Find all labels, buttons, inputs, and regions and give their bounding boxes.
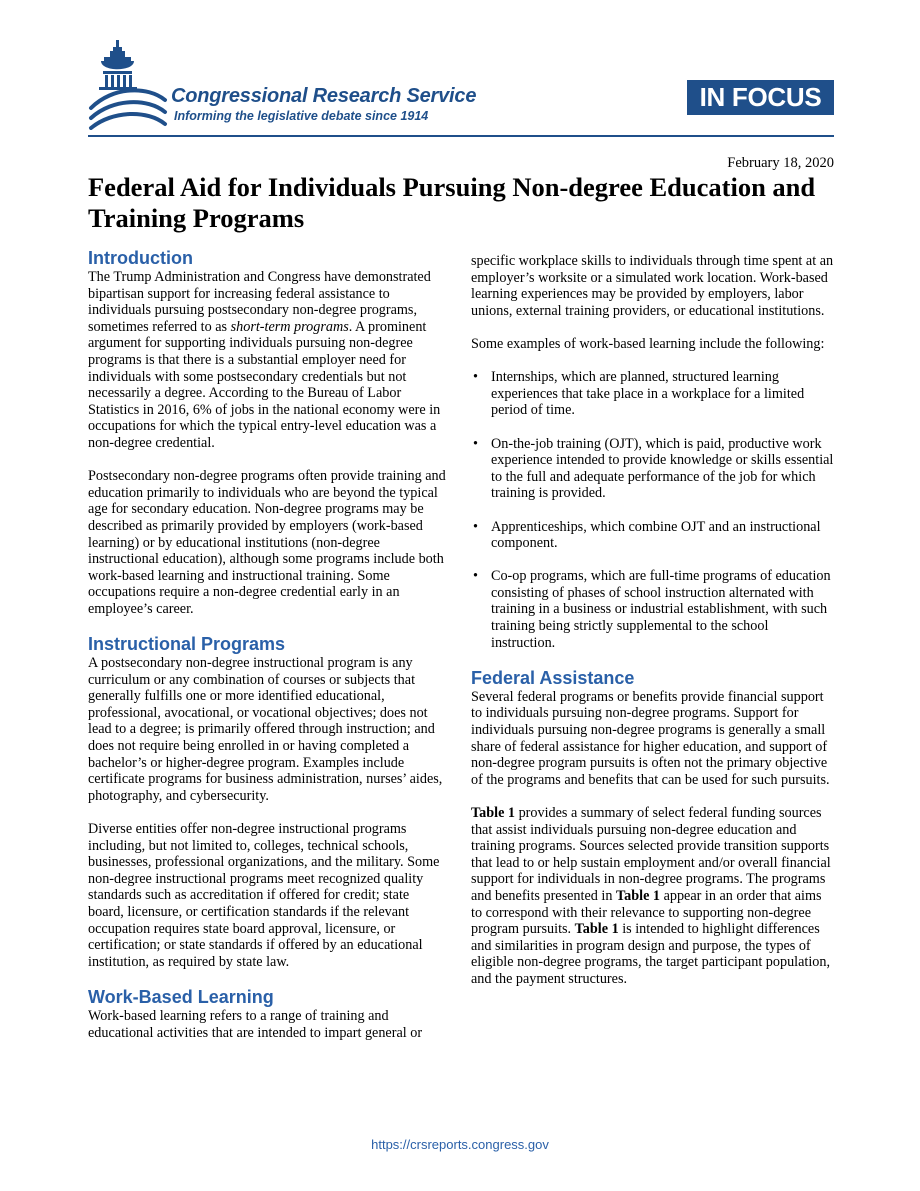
instructional-paragraph-2: Diverse entities offer non-degree instructional programs including, but not limited to, colleges, technical schools, businesses, professional organizations, and the military. Some non-degree instructional programs meet recognized quality standards such as accreditation if offered for credit; state board, licensure, or certification standards if the relevant occupation requires state board approval, licensure, or certification; or state standards if offered by an educational institution, as required by state law. bbox=[88, 821, 440, 970]
footer-url[interactable]: https://crsreports.congress.gov bbox=[371, 1137, 549, 1152]
right-column bbox=[471, 253, 836, 1004]
work-based-paragraph-2: Some examples of work-based learning include the following: bbox=[471, 335, 825, 352]
in-focus-badge: IN FOCUS bbox=[687, 80, 834, 115]
table-1-ref: Table 1 bbox=[615, 887, 661, 904]
work-based-examples-list bbox=[471, 369, 836, 651]
table-1-ref: Table 1 bbox=[574, 921, 619, 938]
list-item: • Apprenticeships, which combine OJT and an instructional component. bbox=[471, 519, 836, 552]
intro-paragraph-1: The Trump Administration and Congress have demonstrated bipartisan support for increasing federal assistance to individuals pursuing postsecondary non-degree programs, sometimes referred to as short-term programs. A prominent argument for supporting individuals pursuing non-degree programs is that there is a substantial employer need for individuals with some postsecondary credentials but not necessarily a degree. According to the Bureau of Labor Statistics in 2016, 6% of jobs in the national economy were in occupations for which the typical entry-level education was a non-degree credential. bbox=[88, 269, 441, 451]
work-based-paragraph-1-start: Work-based learning refers to a range of training and educational activities that are intended to impart general or bbox=[88, 1007, 423, 1041]
list-item: • Internships, which are planned, structured learning experiences that take place in a workplace for a limited period of time. bbox=[471, 369, 836, 419]
heading-federal-assistance: Federal Assistance bbox=[471, 667, 635, 688]
table-1-ref: Table 1 bbox=[471, 805, 516, 821]
publication-date: February 18, 2020 bbox=[727, 155, 834, 171]
instructional-paragraph-1: A postsecondary non-degree instructional program is any curriculum or any combination of courses or subjects that generally fulfills one or more identified educational, professional, avocational, or vocational objectives; does not lead to a degree; is primarily offered through instruction; and does not require being enrolled in or having completed a bachelor’s or higher-degree program. Examples include certificate programs for business administration, nurses’ aides, photography, and cybersecurity. bbox=[88, 655, 443, 804]
list-item: • Co-op programs, which are full-time programs of education consisting of phases of school instruction alternated with training in a business or industrial establishment, with such training being strictly supplemental to the school instruction. bbox=[471, 568, 836, 651]
work-based-paragraph-1-continued: specific workplace skills to individuals through time spent at an employer’s worksite or a simulated work location. Work-based learning experiences may be provided by employers, labor unions, external training providers, or educational institutions. bbox=[471, 253, 834, 319]
short-term-programs-term: short-term programs bbox=[230, 318, 349, 335]
intro-paragraph-2: Postsecondary non-degree programs often provide training and education primarily to individuals who are beyond the typical age for secondary education. Non-degree programs may be described as primarily provided by employers (work-based learning) or by educational institutions (non-degree instructional education), although some programs include both work-based learning and instructional training. Some occupations require a non-degree credential early in an employee’s career. bbox=[88, 468, 446, 617]
header-rule bbox=[88, 135, 834, 137]
federal-paragraph-1: Several federal programs or benefits provide financial support to individuals pursuing non-degree programs. Support for individuals pursuing non-degree programs is generally a small share of federal assistance for higher education, and support of non-degree program pursuits is often not the primary objective of the programs and benefits that can be used for such pursuits. bbox=[471, 688, 830, 788]
masthead bbox=[88, 38, 834, 134]
list-item: • On-the-job training (OJT), which is paid, productive work experience intended to provide knowledge or skills essential to the full and adequate performance of the job for which training is provided. bbox=[471, 436, 836, 502]
page-title: Federal Aid for Individuals Pursuing Non-degree Education and Training Programs bbox=[88, 172, 816, 233]
capitol-dome-icon bbox=[88, 38, 168, 130]
left-column bbox=[88, 248, 448, 1058]
heading-work-based-learning: Work-Based Learning bbox=[88, 986, 274, 1007]
heading-instructional-programs: Instructional Programs bbox=[88, 634, 286, 655]
org-name: Congressional Research Service bbox=[171, 85, 477, 107]
org-tagline: Informing the legislative debate since 1914 bbox=[174, 109, 429, 123]
heading-introduction: Introduction bbox=[88, 248, 193, 268]
federal-paragraph-2: Table 1 provides a summary of select federal funding sources that assist individuals pursuing non-degree education and training programs. Sources selected provide transition supports that lead to or help sustain employment and/or overall financial support for individuals in non-degree programs. The programs and benefits presented in Table 1 appear in an order that aims to correspond with their relevance to supporting non-degree program pursuits. Table 1 is intended to highlight differences and similarities in program design and purpose, the types of eligible non-degree programs, the target participant population, and the payment structures. bbox=[471, 805, 831, 987]
